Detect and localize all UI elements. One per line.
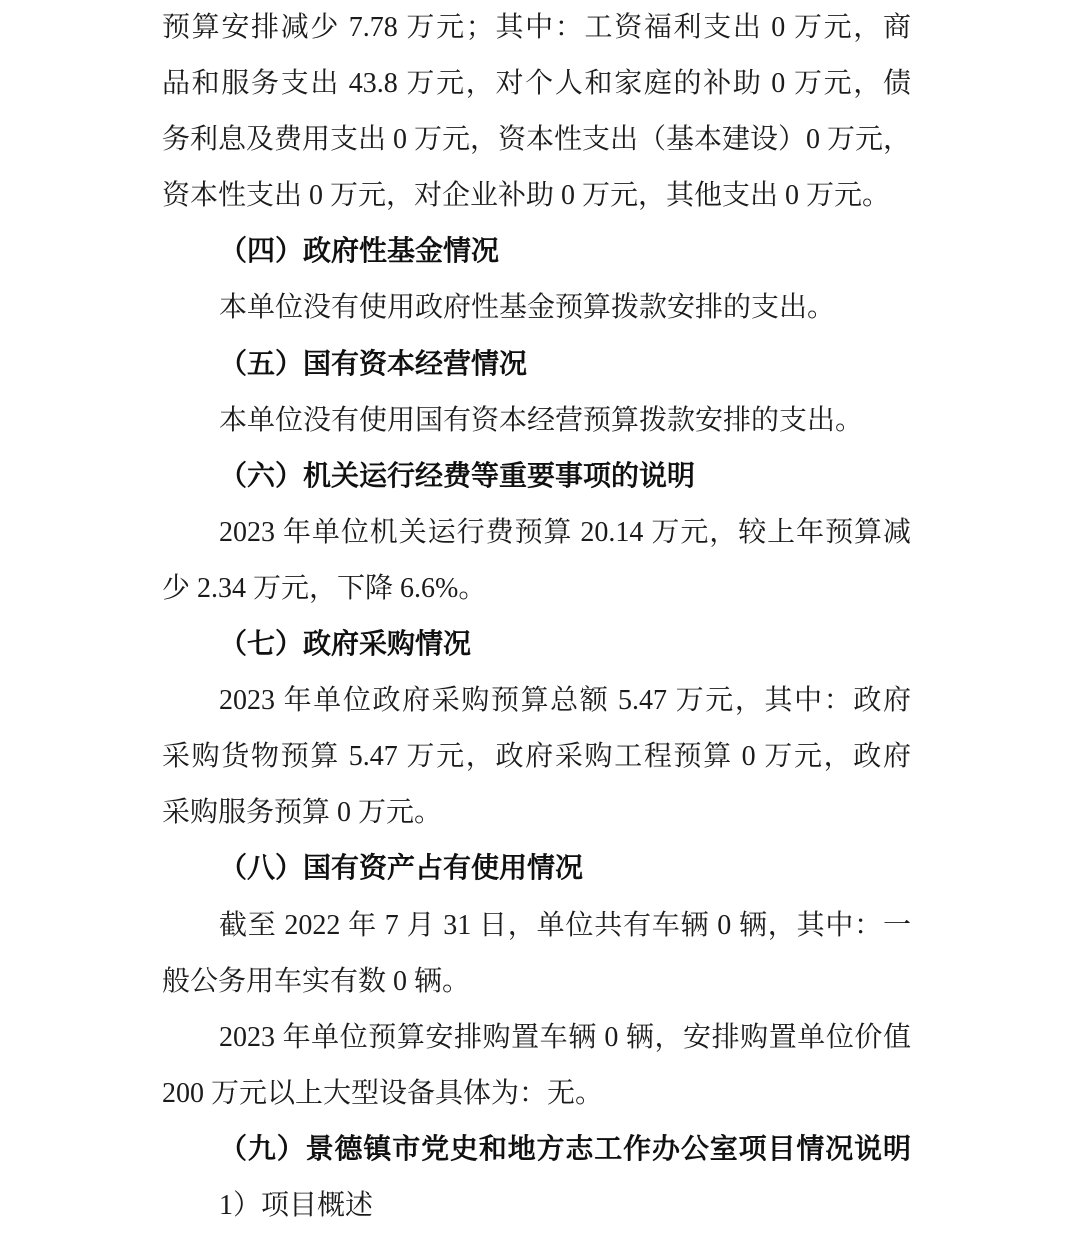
paragraph-line: 200 万元以上大型设备具体为：无。 — [162, 1077, 604, 1109]
paragraph-line: 2023 年单位预算安排购置车辆 0 辆，安排购置单位价值 — [219, 1021, 911, 1053]
paragraph-line: 2023 年单位政府采购预算总额 5.47 万元，其中：政府 — [219, 685, 911, 717]
paragraph-line: 1）项目概述 — [219, 1189, 374, 1221]
paragraph-line: 截至 2022 年 7 月 31 日，单位共有车辆 0 辆，其中：一 — [219, 909, 911, 941]
section-heading: （八）国有资产占有使用情况 — [219, 853, 584, 885]
paragraph-line: 本单位没有使用国有资本经营预算拨款安排的支出。 — [219, 404, 864, 436]
paragraph-line: 采购服务预算 0 万元。 — [162, 797, 443, 829]
paragraph-line: 本单位没有使用政府性基金预算拨款安排的支出。 — [219, 292, 836, 324]
paragraph-line: 采购货物预算 5.47 万元，政府采购工程预算 0 万元，政府 — [162, 741, 911, 773]
section-heading: （六）机关运行经费等重要事项的说明 — [219, 460, 696, 492]
section-heading: （五）国有资本经营情况 — [219, 348, 528, 380]
paragraph-line: 品和服务支出 43.8 万元，对个人和家庭的补助 0 万元，债 — [162, 68, 911, 100]
paragraph-line: 资本性支出 0 万元，对企业补助 0 万元，其他支出 0 万元。 — [162, 180, 891, 212]
section-heading: （九）景德镇市党史和地方志工作办公室项目情况说明 — [219, 1133, 911, 1165]
section-heading: （四）政府性基金情况 — [219, 236, 500, 268]
document-text-block — [162, 0, 911, 1234]
section-heading: （七）政府采购情况 — [219, 629, 472, 661]
paragraph-line: 预算安排减少 7.78 万元；其中：工资福利支出 0 万元，商 — [162, 12, 911, 43]
paragraph-line: 务利息及费用支出 0 万元，资本性支出（基本建设）0 万元， — [162, 124, 911, 156]
paragraph-line: 般公务用车实有数 0 辆。 — [162, 965, 471, 997]
paragraph-line: 少 2.34 万元，下降 6.6%。 — [162, 572, 487, 604]
paragraph-line: 2023 年单位机关运行费预算 20.14 万元，较上年预算减 — [219, 516, 911, 548]
